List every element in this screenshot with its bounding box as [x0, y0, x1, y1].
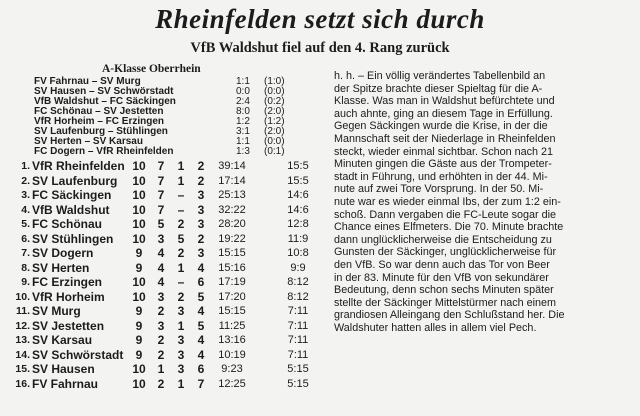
rank: 7.	[21, 247, 30, 259]
match-pairing: VfB Waldshut – FC Säckingen	[34, 96, 176, 107]
match-result: 1:2	[236, 116, 250, 127]
article-line: nute war es wieder einmal Ibs, der zum 1:2 ein-	[334, 195, 561, 208]
stat-w: 1	[157, 362, 165, 376]
stat-d: 1	[177, 318, 185, 333]
match-pairing: FC Schönau – SV Jestetten	[34, 106, 164, 117]
stat-l: 3	[197, 188, 205, 202]
match-pairing: FV Fahrnau – SV Murg	[34, 76, 141, 87]
team-name: SV Schwörstadt	[32, 347, 124, 362]
stat-p: 10	[132, 202, 146, 217]
rank: 2.	[21, 174, 30, 187]
stat-p: 10	[132, 231, 146, 246]
results-column	[6, 62, 328, 391]
points: 5:15	[287, 363, 309, 375]
match-result: 1:3	[236, 146, 250, 157]
stat-w: 4	[157, 260, 165, 275]
article-line: der Spitze brachte dieser Spieltag für die A-	[334, 82, 543, 95]
match-halftime: (1:2)	[264, 116, 285, 127]
stat-w: 5	[157, 217, 165, 231]
stat-w: 2	[157, 333, 165, 347]
stat-l: 5	[197, 318, 205, 333]
stat-d: –	[177, 188, 185, 202]
table-row	[6, 377, 328, 392]
standings-table	[6, 159, 328, 391]
rank: 16.	[15, 377, 30, 390]
article-line: Gegen Säckingen wurde die Krise, in der die	[334, 120, 548, 133]
match-result: 3:1	[236, 126, 250, 137]
points: 15:5	[287, 174, 309, 187]
article-body	[334, 70, 634, 334]
goal-ratio: 17:20	[218, 290, 246, 303]
stat-l: 4	[197, 260, 205, 275]
table-row	[6, 304, 328, 319]
team-name: SV Murg	[32, 304, 81, 318]
article-headline: Rheinfelden setzt sich durch	[155, 4, 485, 34]
stat-d: 3	[177, 304, 185, 318]
rank: 12.	[15, 319, 30, 332]
points: 7:11	[287, 348, 309, 361]
stat-w: 7	[157, 202, 165, 217]
article-line: in der 83. Minute für den VfB von sekundärer	[334, 271, 549, 284]
stat-l: 4	[197, 333, 205, 347]
stat-l: 2	[197, 173, 205, 188]
stat-w: 4	[157, 275, 165, 289]
stat-p: 10	[132, 217, 146, 231]
stat-d: –	[177, 275, 185, 289]
match-result: 2:4	[236, 96, 250, 107]
stat-w: 4	[157, 246, 165, 260]
points: 8:12	[287, 290, 309, 303]
stat-l: 6	[197, 275, 205, 289]
article-line: Chance eines Elfmeters. Die 70. Minute brachte	[334, 221, 564, 234]
rank: 1.	[21, 160, 30, 172]
goal-ratio: 28:20	[218, 218, 246, 230]
goal-ratio: 12:25	[218, 377, 246, 390]
points: 14:6	[287, 203, 309, 216]
table-row	[6, 188, 328, 203]
stat-p: 10	[132, 159, 146, 173]
points: 10:8	[287, 247, 309, 259]
table-row	[6, 275, 328, 290]
article-line: schoß. Dann vergaben die FC-Leute sogar die	[334, 208, 557, 221]
table-row	[6, 232, 328, 247]
stat-w: 7	[157, 173, 165, 188]
goal-ratio: 15:15	[218, 247, 246, 259]
stat-d: 3	[177, 333, 185, 347]
article-subheadline: VfB Waldshut fiel auf den 4. Rang zurück	[190, 40, 450, 56]
goal-ratio: 19:22	[218, 232, 246, 245]
stat-d: 2	[177, 217, 185, 231]
stat-w: 7	[157, 159, 165, 173]
stat-d: 1	[177, 260, 185, 275]
rank: 13.	[15, 334, 30, 346]
match-pairing: FC Dogern – VfR Rheinfelden	[34, 146, 174, 157]
goal-ratio: 15:16	[218, 261, 246, 274]
stat-p: 9	[135, 333, 143, 347]
stat-d: 3	[177, 362, 185, 376]
points: 7:11	[287, 305, 309, 317]
table-row	[6, 246, 328, 261]
article-line: dann unglücklicherweise die Entscheidung zu	[334, 233, 552, 246]
stat-l: 2	[197, 231, 205, 246]
match-pairing: VfR Horheim – FC Erzingen	[34, 116, 165, 127]
match-halftime: (0:0)	[264, 136, 285, 147]
stat-d: 3	[177, 347, 185, 362]
team-name: FV Fahrnau	[32, 376, 99, 391]
stat-p: 10	[132, 275, 146, 289]
rank: 9.	[21, 276, 30, 288]
article-line: den VfB. So war denn auch das Tor von Beer	[334, 258, 550, 271]
stat-p: 9	[135, 304, 143, 318]
match-halftime: (0:1)	[264, 146, 285, 157]
stat-p: 9	[135, 246, 143, 260]
stat-l: 2	[197, 159, 205, 173]
stat-l: 3	[197, 217, 205, 231]
article-line: Bedeutung, denn schon sechs Minuten später	[334, 284, 554, 297]
table-row	[6, 159, 328, 174]
stat-p: 9	[135, 347, 143, 362]
goal-ratio: 9:23	[221, 363, 243, 375]
team-name: SV Dogern	[32, 246, 94, 260]
table-row	[6, 319, 328, 334]
stat-w: 2	[157, 304, 165, 318]
article-line: auch ahnte, ging an diesem Tage in Erfüllung.	[334, 107, 553, 120]
goal-ratio: 39:14	[218, 160, 246, 172]
stat-w: 3	[157, 231, 165, 246]
goal-ratio: 32:22	[218, 203, 246, 216]
article-line: Klasse. Was man in Waldshut befürchtete und	[334, 95, 555, 108]
rank: 6.	[21, 232, 30, 245]
rank: 14.	[15, 348, 30, 361]
team-name: VfR Rheinfelden	[32, 159, 125, 173]
table-row	[6, 348, 328, 363]
goal-ratio: 11:25	[218, 319, 246, 332]
team-name: SV Hausen	[32, 362, 95, 376]
team-name: SV Jestetten	[32, 318, 105, 333]
stat-l: 4	[197, 304, 205, 318]
match-result: 8:0	[236, 106, 250, 117]
team-name: SV Herten	[32, 260, 90, 275]
stat-w: 3	[157, 318, 165, 333]
goal-ratio: 25:13	[218, 189, 246, 201]
stat-p: 10	[132, 173, 146, 188]
match-pairing: SV Herten – SV Karsau	[34, 136, 143, 147]
stat-p: 9	[135, 260, 143, 275]
table-row	[6, 362, 328, 377]
team-name: VfR Horheim	[32, 289, 105, 304]
article-line: Mannschaft seit der Niederlage in Rheinfelden	[334, 132, 556, 145]
stat-p: 10	[132, 188, 146, 202]
stat-w: 3	[157, 289, 165, 304]
article-line: Waldshuter hatten alles in allem viel Pech.	[334, 321, 537, 334]
goal-ratio: 17:19	[218, 276, 246, 288]
stat-p: 10	[132, 289, 146, 304]
points: 7:11	[287, 334, 309, 346]
goal-ratio: 10:19	[218, 348, 246, 361]
stat-d: 1	[177, 173, 185, 188]
article-line: steckt, wieder einmal sichtbar. Schon nach 21	[334, 145, 554, 158]
goal-ratio: 13:16	[218, 334, 246, 346]
stat-w: 2	[157, 347, 165, 362]
team-name: SV Stühlingen	[32, 231, 114, 246]
rank: 10.	[15, 290, 30, 303]
stat-d: –	[177, 202, 185, 217]
article-line: nute auf zwei Tore Vorsprung. In der 50. Mi-	[334, 183, 544, 196]
stat-l: 7	[197, 376, 205, 391]
rank: 3.	[21, 189, 30, 201]
table-row	[6, 203, 328, 218]
rank: 4.	[21, 203, 30, 216]
points: 11:9	[287, 232, 309, 245]
article-line: h. h. – Ein völlig verändertes Tabellenbild an	[334, 70, 546, 82]
points: 5:15	[287, 377, 309, 390]
goal-ratio: 15:15	[218, 305, 246, 317]
match-halftime: (0:2)	[264, 96, 285, 107]
stat-w: 7	[157, 188, 165, 202]
stat-p: 10	[132, 376, 146, 391]
match-result: 1:1	[236, 76, 250, 87]
article-line: stellte der Säckinger Mittelstürmer nach einem	[334, 296, 557, 309]
stat-l: 6	[197, 362, 205, 376]
article-line: grandiosen Alleingang den Schlußstand her. Die	[334, 309, 565, 322]
match-result: 0:0	[236, 86, 250, 97]
match-pairing: SV Laufenburg – Stühlingen	[34, 126, 168, 137]
match-result: 1:1	[236, 136, 250, 147]
goal-ratio: 17:14	[218, 174, 246, 187]
stat-d: 2	[177, 246, 185, 260]
match-row	[34, 147, 328, 157]
stat-d: 1	[177, 159, 185, 173]
match-halftime: (2:0)	[264, 106, 285, 117]
match-halftime: (1:0)	[264, 76, 285, 87]
team-name: FC Schönau	[32, 217, 103, 231]
team-name: FC Säckingen	[32, 188, 112, 202]
table-row	[6, 174, 328, 189]
stat-d: 1	[177, 376, 185, 391]
match-results	[34, 77, 328, 157]
table-row	[6, 333, 328, 348]
points: 9:9	[290, 261, 306, 274]
article-line: stadt in Führung, und erhöhten in der 44. Mi-	[334, 170, 548, 183]
stat-l: 3	[197, 202, 205, 217]
stat-d: 5	[177, 231, 185, 246]
team-name: SV Laufenburg	[32, 173, 118, 188]
rank: 5.	[21, 218, 30, 230]
article-line: Minuten gingen die Gäste aus der Trompeter-	[334, 158, 552, 171]
table-row	[6, 217, 328, 232]
team-name: SV Karsau	[32, 333, 93, 347]
points: 8:12	[287, 276, 309, 288]
team-name: FC Erzingen	[32, 275, 103, 289]
points: 15:5	[287, 160, 309, 172]
match-halftime: (0:0)	[264, 86, 285, 97]
stat-l: 5	[197, 289, 205, 304]
rank: 11.	[15, 305, 30, 317]
stat-p: 10	[132, 362, 146, 376]
match-pairing: SV Hausen – SV Schwörstadt	[34, 86, 174, 97]
article-line: Gunsten der Säckinger, unglücklicherweise für	[334, 246, 557, 259]
stat-d: 2	[177, 289, 185, 304]
rank: 15.	[15, 363, 30, 375]
stat-w: 2	[157, 376, 165, 391]
points: 7:11	[287, 319, 309, 332]
stat-l: 4	[197, 347, 205, 362]
match-halftime: (2:0)	[264, 126, 285, 137]
team-name: VfB Waldshut	[32, 202, 110, 217]
table-row	[6, 261, 328, 276]
points: 14:6	[287, 189, 309, 201]
rank: 8.	[21, 261, 30, 274]
stat-p: 9	[135, 318, 143, 333]
points: 12:8	[287, 218, 309, 230]
league-title: A-Klasse Oberrhein	[102, 63, 201, 75]
table-row	[6, 290, 328, 305]
stat-l: 3	[197, 246, 205, 260]
